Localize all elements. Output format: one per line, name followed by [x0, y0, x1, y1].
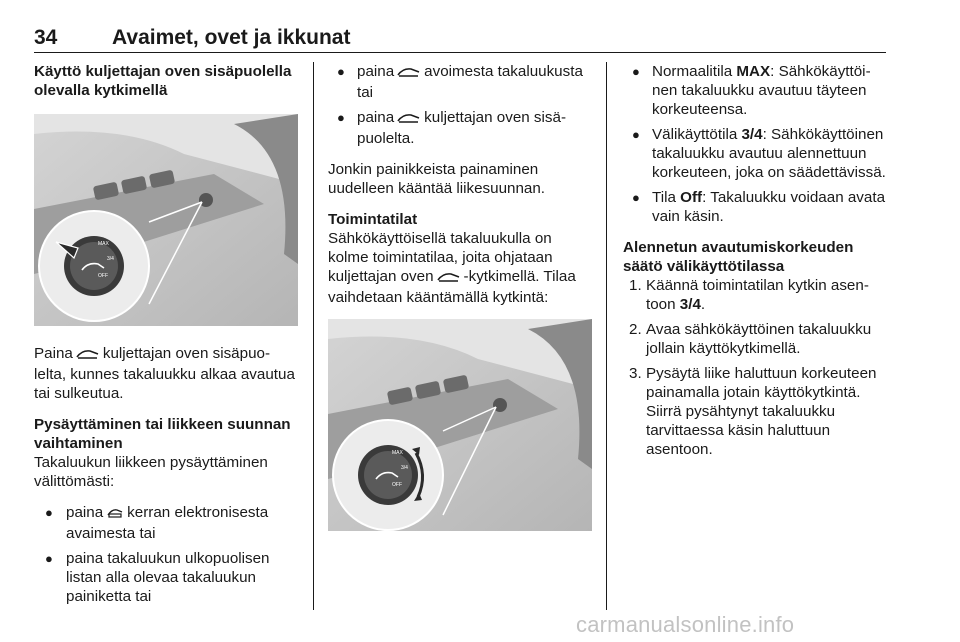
list-item: ● Välikäyttötila 3/4: Sähkökäyttöinen takaluukku avautuu alennettuun korkeuteen, joka on säädettävissä. [623, 125, 888, 182]
list-item: ● paina kuljettajan oven sisäpuolelta. [328, 108, 592, 148]
door-switch-illustration [34, 114, 298, 326]
watermark: carmanualsonline.info [576, 612, 795, 637]
mode-key-max: MAX [736, 63, 771, 80]
section-heading-modes: Toimintatilat [328, 211, 418, 228]
switch-label-off: OFF [98, 273, 108, 279]
section-heading-height-adjust: Alennetun avautumiskorkeuden säätö välikäyttötilassa [623, 239, 854, 275]
column-1 [34, 62, 296, 618]
switch-label-mid: 3/4 [107, 256, 114, 262]
paragraph-press-switch: Paina kuljettajan oven sisäpuolelta, kunnes takaluukku alkaa avautua tai sulkeutua. [34, 345, 295, 402]
list-item: ● paina avoimesta takaluukusta tai [328, 62, 592, 102]
switch-label-max: MAX [392, 450, 403, 456]
tailgate-icon [397, 64, 421, 83]
switch-label-mid: 3/4 [401, 465, 408, 471]
column-divider-right [606, 62, 607, 610]
section-heading-driver-switch: Käyttö kuljettajan oven sisäpuolella olevalla kytkimellä [34, 63, 292, 99]
paragraph-stop-intro: Takaluukun liikkeen pysäyttäminen välittömästi: [34, 454, 268, 490]
list-item: 1. Käännä toimintatilan kytkin asentoon 3/4. [629, 277, 869, 313]
page-header [34, 26, 886, 53]
section-heading-stop: Pysäyttäminen tai liikkeen suunnan vaihtaminen [34, 416, 291, 452]
mode-bullets [623, 62, 888, 226]
page-title: Avaimet, ovet ja ikkunat [112, 26, 351, 49]
tailgate-icon [76, 346, 100, 365]
adjust-steps [623, 276, 888, 459]
tailgate-icon [437, 269, 461, 288]
continued-bullets [328, 62, 592, 148]
list-item: ● Normaalitila MAX: Sähkökäyttöinen takaluukku avautuu täyteen korkeuteensa. [623, 62, 888, 119]
list-item: ● paina takaluukun ulkopuolisen listan alla olevaa takaluukun painiketta tai [34, 549, 296, 606]
list-item: ● Tila Off: Takaluukku voidaan avata vain käsin. [623, 188, 888, 226]
column-3 [623, 62, 888, 465]
column-divider-left [313, 62, 314, 610]
switch-label-max: MAX [98, 241, 109, 247]
mode-key-off: Off [680, 189, 703, 206]
key-tailgate-icon [106, 505, 124, 524]
paragraph-modes: Sähkökäyttöisellä takaluukulla on kolme toimintatilaa, joita ohjataan kuljettajan oven -kytkimellä. Tilaa vaihdetaan kääntämällä kytkintä: [328, 230, 576, 306]
page-number: 34 [34, 26, 58, 49]
stop-bullets [34, 503, 296, 606]
switch-label-off: OFF [392, 482, 402, 488]
list-item: ● paina kerran elektronisesta avaimesta tai [34, 503, 296, 543]
column-2 [328, 62, 592, 545]
list-item: 2. Avaa sähkökäyttöinen takaluukku jollain käyttökytkimellä. [629, 321, 872, 357]
mode-key-mid: 3/4 [741, 126, 763, 143]
list-item: 3. Pysäytä liike haluttuun korkeuteen painamalla jotain käyttökytkintä. Siirrä pysähtynyt takaluukku tarvittaessa käsin haluttuun asentoon. [629, 365, 877, 458]
paragraph-reverse: Jonkin painikkeista painaminen uudelleen kääntää liikesuunnan. [328, 161, 546, 197]
mode-switch-illustration [328, 319, 592, 531]
tailgate-icon [397, 110, 421, 129]
